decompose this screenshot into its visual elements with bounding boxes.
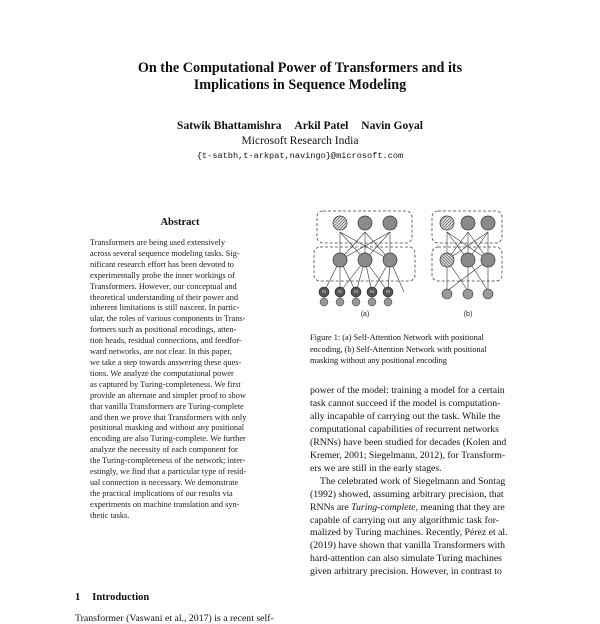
abstract-line-9: formers such as positional encodings, atten- — [90, 325, 237, 335]
abstract-line-23: ual connection is necessary. We demonstrate — [90, 477, 239, 487]
author-2: Arkil Patel — [294, 120, 349, 132]
caption-line-2: encoding, (b) Self-Attention Network with positional — [310, 344, 487, 354]
abstract-line-13: tions. We analyze the computational power — [90, 368, 234, 378]
caption-line-1: Figure 1: (a) Self-Attention Network with positional — [310, 333, 484, 342]
section-heading-introduction — [75, 592, 149, 603]
paragraph-1-line-1: power of the model: training a model for a certain — [310, 385, 505, 396]
section-title: Introduction — [92, 592, 150, 603]
paragraph-1 — [310, 385, 546, 476]
abstract-line-6: theoretical understanding of their power and — [90, 292, 239, 302]
paragraph-2-line-3 — [310, 502, 546, 515]
abstract-body — [90, 238, 276, 522]
abstract-line-7: inherent limitations is still nascent. In partic- — [90, 303, 240, 313]
section-number: 1 — [75, 592, 81, 603]
abstract-line-19: encoding are also Turing-complete. We further — [90, 434, 246, 444]
paragraph-1-line-5: (RNNs) have been studied for decades (Kolen and — [310, 436, 507, 448]
abstract-line-25: experiments on machine translation and syn- — [90, 499, 240, 509]
pos-token-1: P1 — [322, 290, 326, 295]
figure-1 — [310, 205, 550, 320]
abstract-line-4: experimentally probe the inner workings of — [90, 270, 235, 280]
affiliation: Microsoft Research India — [241, 135, 359, 147]
turing-complete-emphasis: Turing-complete — [351, 501, 416, 513]
abstract-line-22: estingly, we find that a particular type of resid- — [90, 467, 247, 477]
abstract-heading: Abstract — [160, 217, 200, 228]
abstract-line-11: ward networks, are not clear. In this paper, — [90, 347, 232, 357]
abstract-line-20: analyze the necessity of each component for — [90, 445, 238, 455]
abstract-line-2: across several sequence modeling tasks. Sig- — [90, 248, 240, 258]
abstract-line-18: positional masking and without any positional — [90, 423, 245, 433]
pos-token-5: P5 — [386, 290, 390, 295]
paragraph-2-line-2: malized by Turing machines. Recently, Pérez et al. — [310, 527, 508, 539]
abstract-line-21: the Turing-completeness of the network; inter- — [90, 456, 246, 466]
abstract-line-15: provide an alternate and simpler proof to show — [90, 390, 246, 400]
author-1: Satwik Bhattamishra — [177, 120, 282, 132]
figure-1-caption — [310, 332, 545, 367]
abstract-line-14: as captured by Turing-completeness. We first — [90, 379, 241, 389]
abstract-line-24: the practical implications of our results via — [90, 488, 233, 498]
pos-token-4: P4 — [370, 290, 374, 295]
figure-a-diagram — [314, 211, 415, 318]
pos-token-3: P3 — [354, 290, 358, 295]
intro-first-line: Transformer (Vaswani et al., 2017) is a recent self- — [75, 613, 274, 624]
abstract-line-12: we take a step towards answering these ques- — [90, 357, 242, 367]
figure-label-b: (b) — [463, 311, 473, 318]
figure-b-diagram — [432, 211, 502, 318]
paragraph-1-line-3: ally incapable of carrying out the task. While the — [310, 410, 501, 422]
paragraph-2-rest — [310, 515, 546, 580]
pos-token-2: P2 — [338, 290, 342, 295]
abstract-line-10: tion heads, residual connections, and feedfor- — [90, 336, 242, 346]
paragraph-2-line-2: (1992) showed, assuming arbitrary precision, that — [310, 488, 504, 500]
meaning-text: , meaning that they are — [415, 501, 505, 513]
author-list — [100, 120, 500, 132]
abstract-line-26: thetic tasks. — [90, 510, 130, 520]
figure-label-a: (a) — [360, 311, 370, 318]
abstract-line-5: Transformers. However, our conceptual and — [90, 281, 237, 291]
paragraph-1-line-2: task cannot succeed if the model is computation- — [310, 397, 501, 409]
rnn-text: RNNs are — [310, 501, 352, 513]
abstract-line-3: nificant research effort has been devoted to — [90, 259, 234, 269]
paragraph-1-line-4: computational capabilities of recurrent networks — [310, 423, 499, 435]
paragraph-1-line-7: ers we are still in the early stages. — [310, 462, 442, 474]
abstract-line-8: ular, the roles of various components in Trans- — [90, 314, 246, 324]
abstract-line-17: and then we prove that Transformers with only — [90, 412, 247, 422]
paragraph-2-line-5: given arbitrary precision. However, in contrast to — [310, 566, 502, 578]
paragraph-2-line-4: hard-attention can also simulate Turing machines — [310, 553, 502, 565]
paragraph-1-line-6: Kremer, 2001; Siegelmann, 2012), for Transform- — [310, 449, 506, 461]
author-3: Navin Goyal — [361, 120, 423, 132]
author-emails: {t-satbh,t-arkpat,navingo}@microsoft.com — [196, 151, 404, 161]
abstract-line-16: that vanilla Transformers are Turing-complete — [90, 401, 244, 411]
abstract-line-1: Transformers are being used extensively — [90, 238, 226, 247]
paragraph-2-line-1: capable of carrying out any algorithmic task for- — [310, 514, 500, 526]
title-line-2: Implications in Sequence Modeling — [193, 77, 407, 93]
paragraph-2-line-1: The celebrated work of Siegelmann and Sontag — [320, 475, 506, 487]
paragraph-2-line-3: (2019) have shown that vanilla Transformers with — [310, 540, 505, 552]
title-line-1: On the Computational Power of Transformers and its — [137, 60, 463, 76]
caption-line-3: masking without any positional encoding — [310, 356, 447, 366]
paper-title — [100, 60, 500, 94]
right-column-text — [310, 385, 546, 579]
